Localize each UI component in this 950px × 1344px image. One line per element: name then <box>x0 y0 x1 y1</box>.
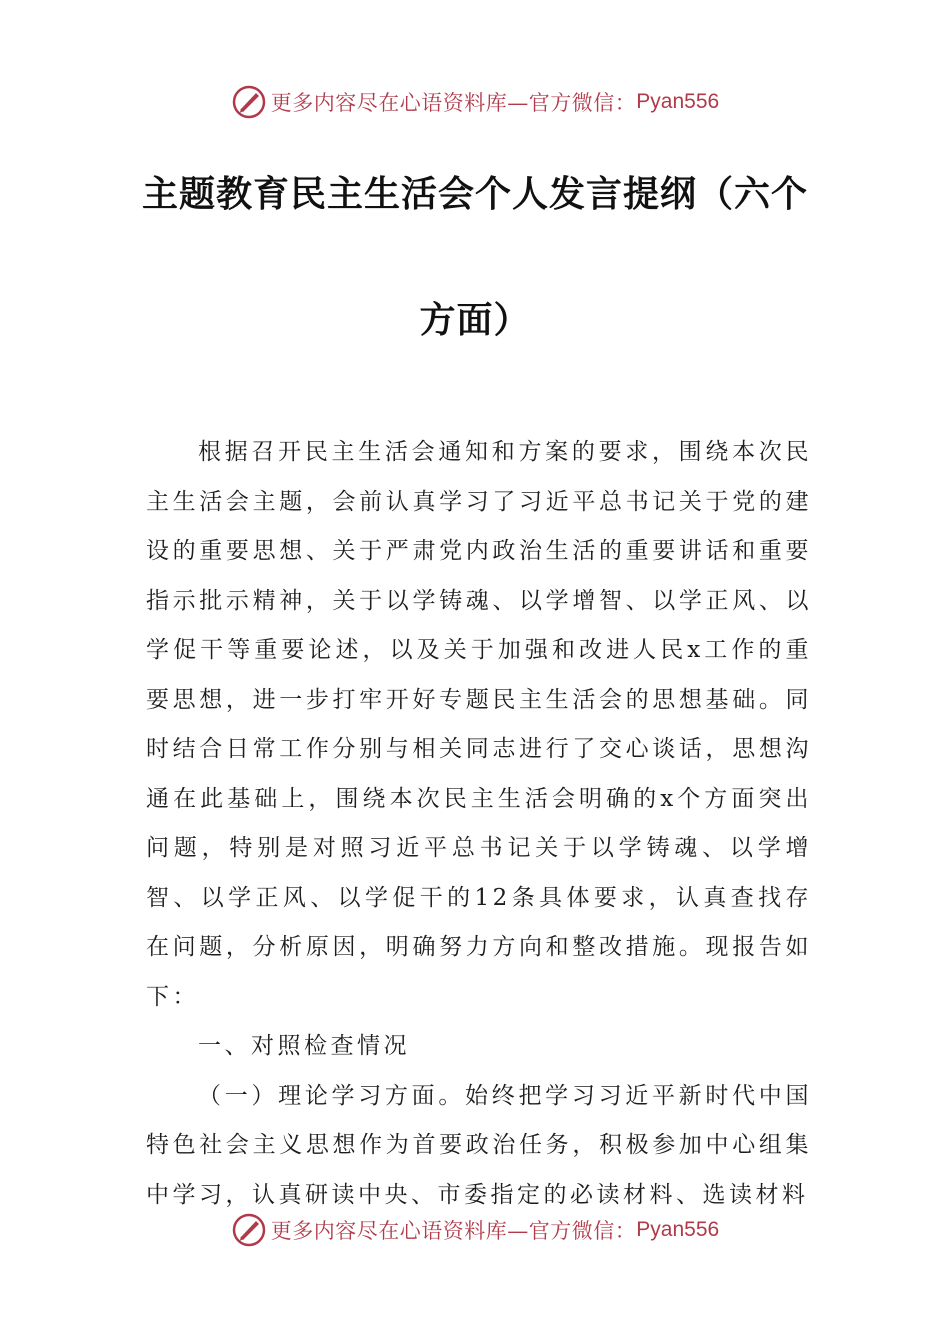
watermark-wechat-id: Pyan556 <box>636 1218 720 1241</box>
pen-logo-icon <box>231 84 267 120</box>
document-title-line-2: 方面） <box>419 300 531 341</box>
pen-logo-icon <box>231 1212 267 1248</box>
document-title-line-1: 主题教育民主生活会个人发言提纲（六个 <box>141 174 808 215</box>
watermark-site-text: 更多内容尽在心语资料库—官方微信： <box>270 1219 637 1243</box>
watermark-banner-top <box>0 80 950 124</box>
intro-paragraph: 根据召开民主生活会通知和方案的要求，围绕本次民主生活会主题，会前认真学习了习近平总书记关于党的建设的重要思想、关于严肃党内政治生活的重要讲话和重要指示批示精神，关于以学铸魂、以学增智、以学正风、以学促干等重要论述，以及关于加强和改进人民x工作的重要思想，进一步打牢开好专题民主生活会的思想基础。同时结合日常工作分别与相关同志进行了交心谈话，思想沟通在此基础上，围绕本次民主生活会明确的x个方面突出问题，特别是对照习近平总书记关于以学铸魂、以学增智、以学正风、以学促干的12条具体要求，认真查找存在问题，分析原因，明确努力方向和整改措施。现报告如下： <box>146 439 812 1010</box>
section-heading-1: 一、对照检查情况 <box>198 1033 410 1059</box>
document-body <box>146 428 812 1220</box>
subsection-paragraph-1: （一）理论学习方面。始终把学习习近平新时代中国特色社会主义思想作为首要政治任务，积极参加中心组集中学习，认真研读中央、市委指定的必读材料、选读材料 <box>146 1082 812 1208</box>
watermark-site-text: 更多内容尽在心语资料库—官方微信： <box>270 91 637 115</box>
watermark-wechat-id: Pyan556 <box>636 90 720 113</box>
watermark-banner-bottom <box>0 1208 950 1252</box>
